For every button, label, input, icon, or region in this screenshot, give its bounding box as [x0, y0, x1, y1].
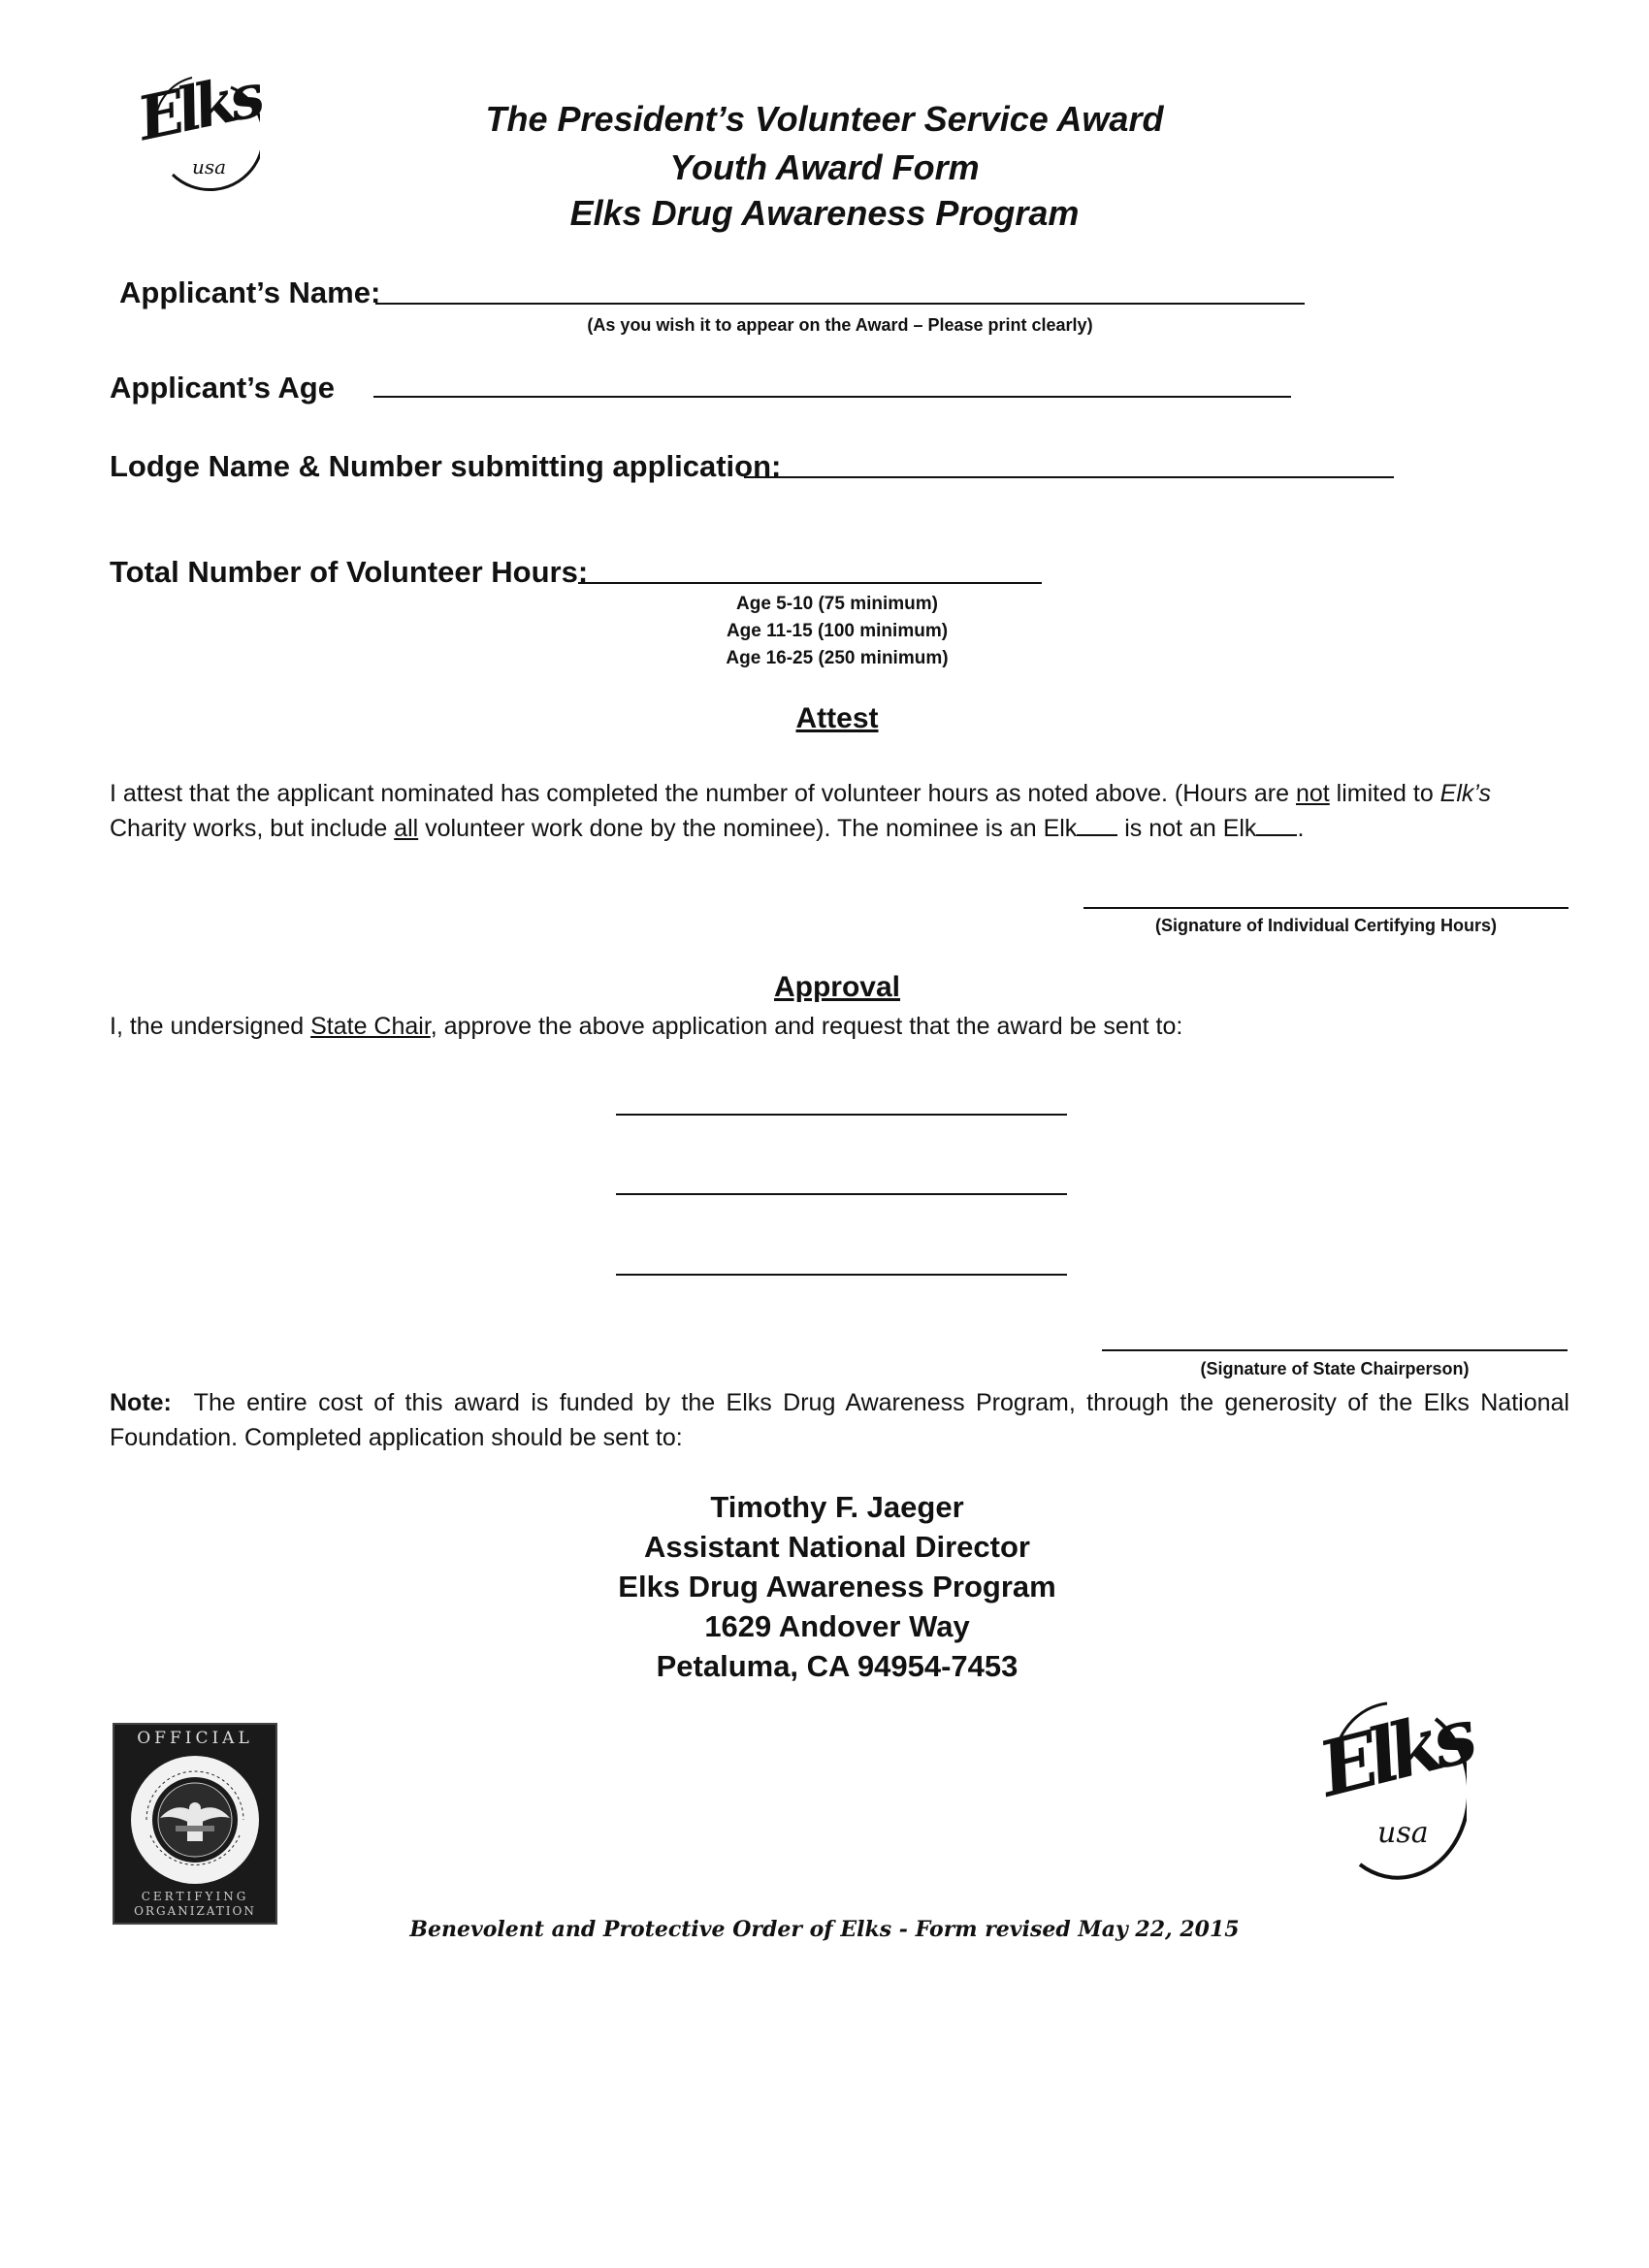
hours-line[interactable]: [578, 582, 1042, 584]
note-line-2: Foundation. Completed application should be sent to:: [110, 1424, 683, 1451]
seal-bottom-text-2: ORGANIZATION: [134, 1904, 256, 1918]
attest-line-2: Charity works, but include all volunteer work done by the nominee). The nominee is an Elk is not an Elk .: [110, 815, 1305, 842]
note-paragraph: [110, 1385, 1569, 1455]
elks-logo-footer-usa: usa: [1377, 1816, 1429, 1850]
certifier-signature-label: (Signature of Individual Certifying Hours): [1154, 916, 1497, 935]
note-line-1: Note: The entire cost of this award is funded by the Elks Drug Awareness Program, through the generosity of the Elks National: [110, 1389, 1569, 1416]
form-title-line-2: Youth Award Form: [669, 147, 980, 187]
lodge-label: Lodge Name & Number submitting application:: [110, 449, 782, 483]
chair-signature-line[interactable]: [1102, 1349, 1568, 1351]
pvsa-official-seal: [113, 1723, 277, 1925]
elks-logo-usa: usa: [192, 155, 227, 178]
applicant-name-label: Applicant’s Name:: [119, 275, 381, 309]
applicant-name-line[interactable]: [375, 303, 1305, 305]
form-title-line-3: Elks Drug Awareness Program: [569, 193, 1080, 233]
attest-paragraph: [110, 776, 1565, 846]
lodge-line[interactable]: [744, 476, 1394, 478]
chair-signature-label: (Signature of State Chairperson): [1200, 1359, 1470, 1378]
seal-bottom-text-1: CERTIFYING: [141, 1890, 249, 1903]
attest-line-1: I attest that the applicant nominated has completed the number of volunteer hours as noted above. (Hours are not limited to Elk’s: [110, 780, 1492, 807]
address-title: Assistant National Director: [644, 1530, 1030, 1564]
applicant-name-note: (As you wish it to appear on the Award – Please print clearly): [587, 315, 1093, 335]
seal-top-text: OFFICIAL: [137, 1729, 253, 1748]
address-street: 1629 Andover Way: [704, 1609, 970, 1643]
send-to-line-2[interactable]: [616, 1193, 1067, 1195]
applicant-age-line[interactable]: [373, 396, 1291, 398]
form-footer: Benevolent and Protective Order of Elks - Form revised May 22, 2015: [409, 1917, 1240, 1942]
address-program: Elks Drug Awareness Program: [618, 1570, 1056, 1604]
elks-logo-footer-word: Elks: [1310, 1692, 1478, 1815]
address-name: Timothy F. Jaeger: [710, 1490, 964, 1524]
hours-requirement-2: Age 11-15 (100 minimum): [726, 621, 949, 641]
certifier-signature-line[interactable]: [1083, 907, 1568, 909]
elk-no-blank[interactable]: [1256, 813, 1297, 836]
send-to-line-1[interactable]: [616, 1114, 1067, 1116]
seal-emblem-icon: [127, 1752, 263, 1888]
elk-yes-blank[interactable]: [1077, 813, 1117, 836]
send-to-line-3[interactable]: [616, 1274, 1067, 1276]
approval-paragraph: I, the undersigned State Chair, approve the above application and request that the award be sent to:: [110, 1013, 1183, 1040]
address-city: Petaluma, CA 94954-7453: [656, 1649, 1018, 1683]
form-title-line-1: The President’s Volunteer Service Award: [485, 99, 1164, 139]
elks-logo-word: Elks: [131, 59, 265, 155]
hours-requirement-1: Age 5-10 (75 minimum): [736, 594, 938, 614]
elks-logo-footer: [1310, 1690, 1478, 1884]
hours-requirement-3: Age 16-25 (250 minimum): [726, 648, 949, 668]
applicant-age-label: Applicant’s Age: [110, 371, 335, 405]
hours-label: Total Number of Volunteer Hours:: [110, 555, 589, 589]
attest-heading: Attest: [795, 702, 879, 734]
approval-heading: Approval: [773, 971, 901, 1003]
